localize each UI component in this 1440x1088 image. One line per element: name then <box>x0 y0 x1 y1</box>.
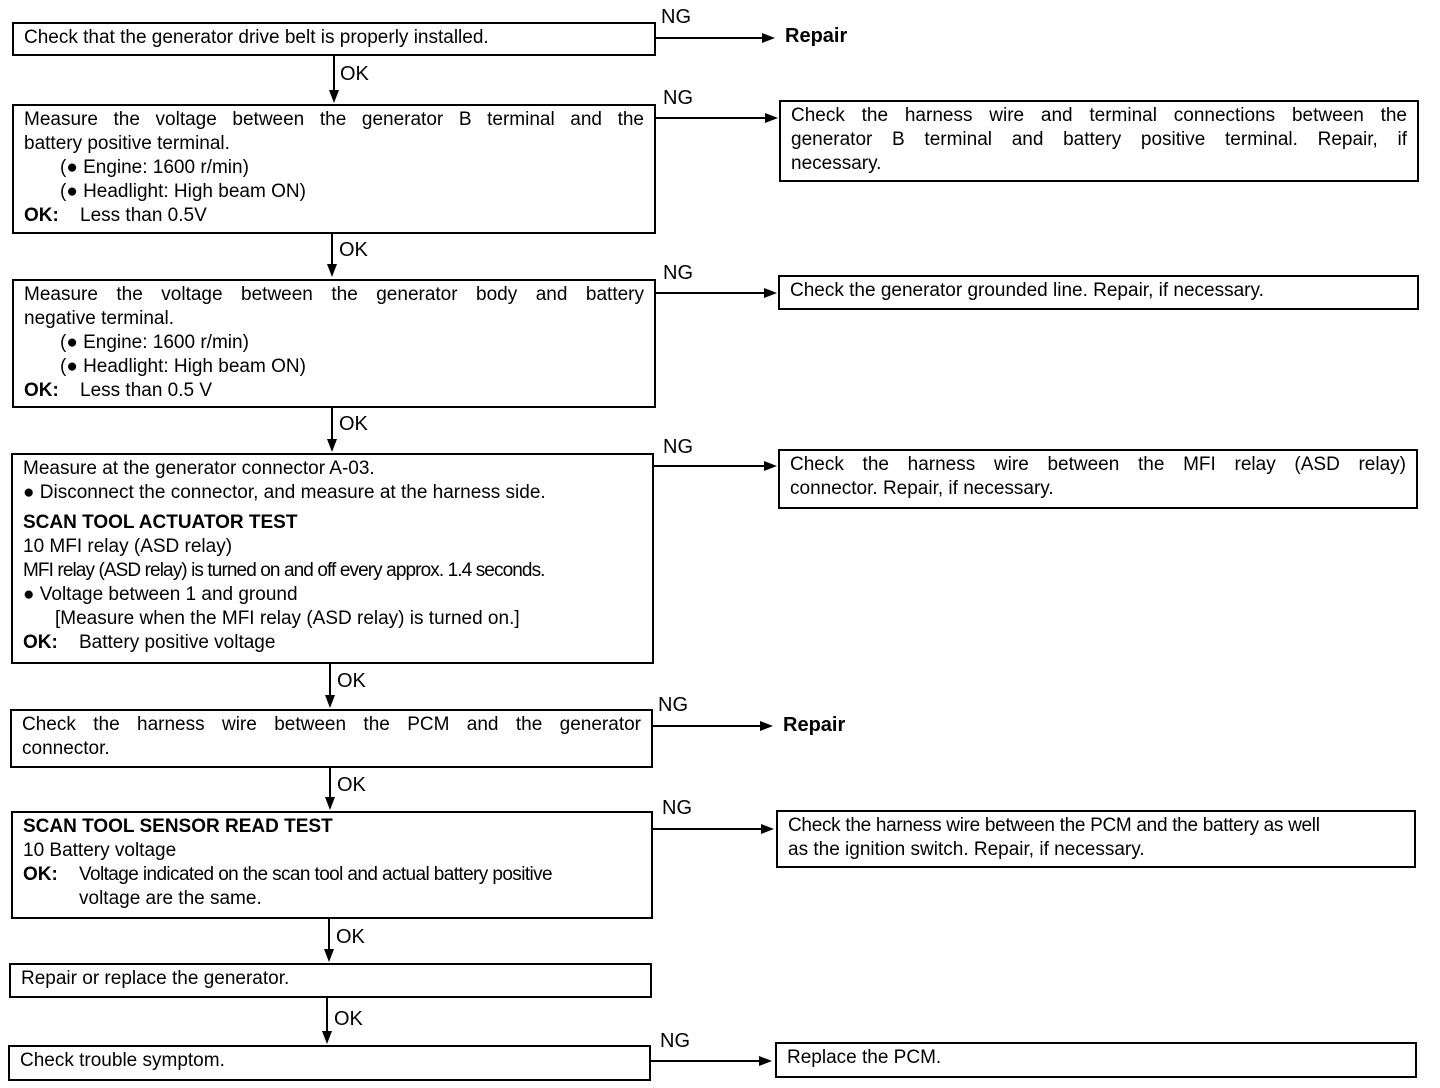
step-2-line-2: battery positive terminal. <box>24 133 230 154</box>
ok-label-1: OK <box>340 63 369 85</box>
step-2-condition-1: (● Engine: 1600 r/min) <box>60 157 249 178</box>
step-4-line-4: 10 MFI relay (ASD relay) <box>23 536 233 557</box>
outcome-6-line-2: as the ignition switch. Repair, if necessary. <box>788 839 1145 860</box>
outcome-2-box <box>779 100 1419 182</box>
outcome-4-box <box>778 449 1418 509</box>
ng-label-3: NG <box>663 262 693 284</box>
ng-label-1: NG <box>661 6 691 28</box>
step-3-ok-key: OK: <box>24 380 59 401</box>
outcome-2-line-2: generator B terminal and battery positive terminal. Repair, if <box>791 129 1407 150</box>
step-4-line-2: ● Disconnect the connector, and measure at the harness side. <box>23 482 546 503</box>
step-2-line-1: Measure the voltage between the generator B terminal and the <box>24 109 644 130</box>
step-2-condition-2: (● Headlight: High beam ON) <box>60 181 306 202</box>
step-3-line-2: negative terminal. <box>24 308 174 329</box>
ng-arrow-2 <box>655 113 778 123</box>
step-4-line-7: [Measure when the MFI relay (ASD relay) is turned on.] <box>55 608 520 629</box>
ok-arrow-6 <box>324 919 334 962</box>
step-4-line-6: ● Voltage between 1 and ground <box>23 584 298 605</box>
ok-arrow-1 <box>329 56 339 103</box>
step-5-line-1: Check the harness wire between the PCM and the generator <box>22 714 641 735</box>
ng-label-6: NG <box>662 797 692 819</box>
step-5-box <box>10 709 653 768</box>
ok-arrow-4 <box>325 664 335 708</box>
outcome-2-line-1: Check the harness wire and terminal connections between the <box>791 105 1407 126</box>
ok-arrow-5 <box>325 768 335 810</box>
ok-arrow-2 <box>327 234 337 277</box>
step-3-condition-2: (● Headlight: High beam ON) <box>60 356 306 377</box>
ng-arrow-4 <box>653 461 777 471</box>
ng-arrow-5 <box>653 721 773 731</box>
outcome-4-line-1: Check the harness wire between the MFI relay (ASD relay) <box>790 454 1406 475</box>
step-3-ok-row <box>24 379 644 403</box>
step-4-ok-row <box>23 631 642 655</box>
step-8-text: Check trouble symptom. <box>20 1050 225 1071</box>
outcome-5-repair: Repair <box>783 714 846 736</box>
step-5-line-2: connector. <box>22 738 110 759</box>
step-6-test-title: SCAN TOOL SENSOR READ TEST <box>23 816 333 837</box>
step-2-ok-value: Less than 0.5V <box>80 205 207 226</box>
step-6-line-2: 10 Battery voltage <box>23 840 177 861</box>
step-7-text: Repair or replace the generator. <box>21 968 290 989</box>
ng-label-8: NG <box>660 1030 690 1052</box>
step-6-ok-value-1: Voltage indicated on the scan tool and actual battery positive <box>79 864 552 885</box>
ok-arrow-7 <box>322 998 332 1044</box>
step-2-ok-row <box>24 204 644 228</box>
step-6-ok-key: OK: <box>23 864 58 885</box>
step-2-box <box>12 104 656 234</box>
outcome-3-box <box>778 275 1419 310</box>
step-4-line-1: Measure at the generator connector A-03. <box>23 458 375 479</box>
step-6-ok-value-2: voltage are the same. <box>79 888 262 909</box>
outcome-8-box <box>775 1042 1417 1078</box>
ng-arrow-6 <box>652 824 774 834</box>
step-3-ok-value: Less than 0.5 V <box>80 380 213 401</box>
step-6-ok-row <box>23 863 641 887</box>
step-6-box <box>11 811 653 919</box>
step-4-box <box>11 453 654 664</box>
ng-label-5: NG <box>658 694 688 716</box>
step-3-condition-1: (● Engine: 1600 r/min) <box>60 332 249 353</box>
outcome-6-line-1: Check the harness wire between the PCM and the battery as well <box>788 815 1320 836</box>
step-4-line-5: MFI relay (ASD relay) is turned on and off every approx. 1.4 seconds. <box>23 560 545 581</box>
ok-label-3: OK <box>339 413 368 435</box>
step-3-line-1: Measure the voltage between the generator body and battery <box>24 284 644 305</box>
ok-label-4: OK <box>337 670 366 692</box>
ng-label-4: NG <box>663 436 693 458</box>
ng-arrow-3 <box>655 288 777 298</box>
step-2-ok-key: OK: <box>24 205 59 226</box>
step-3-box <box>12 279 656 408</box>
ok-arrow-3 <box>327 408 337 452</box>
ng-label-2: NG <box>663 87 693 109</box>
step-1-text: Check that the generator drive belt is properly installed. <box>24 27 489 48</box>
step-4-ok-key: OK: <box>23 632 58 653</box>
step-8-box <box>8 1045 651 1081</box>
ok-label-5: OK <box>337 774 366 796</box>
outcome-4-line-2: connector. Repair, if necessary. <box>790 478 1054 499</box>
step-1-box <box>12 22 656 56</box>
ok-label-6: OK <box>336 926 365 948</box>
ng-arrow-8 <box>651 1056 772 1066</box>
ok-label-7: OK <box>334 1008 363 1030</box>
step-7-box <box>9 963 652 998</box>
step-4-test-title: SCAN TOOL ACTUATOR TEST <box>23 512 298 533</box>
ok-label-2: OK <box>339 239 368 261</box>
outcome-8-text: Replace the PCM. <box>787 1047 942 1068</box>
outcome-1-repair: Repair <box>785 25 848 47</box>
step-4-ok-value: Battery positive voltage <box>79 632 276 653</box>
ng-arrow-1 <box>655 33 775 43</box>
outcome-3-text: Check the generator grounded line. Repair, if necessary. <box>790 280 1264 301</box>
outcome-6-box <box>776 810 1416 868</box>
outcome-2-line-3: necessary. <box>791 153 882 174</box>
